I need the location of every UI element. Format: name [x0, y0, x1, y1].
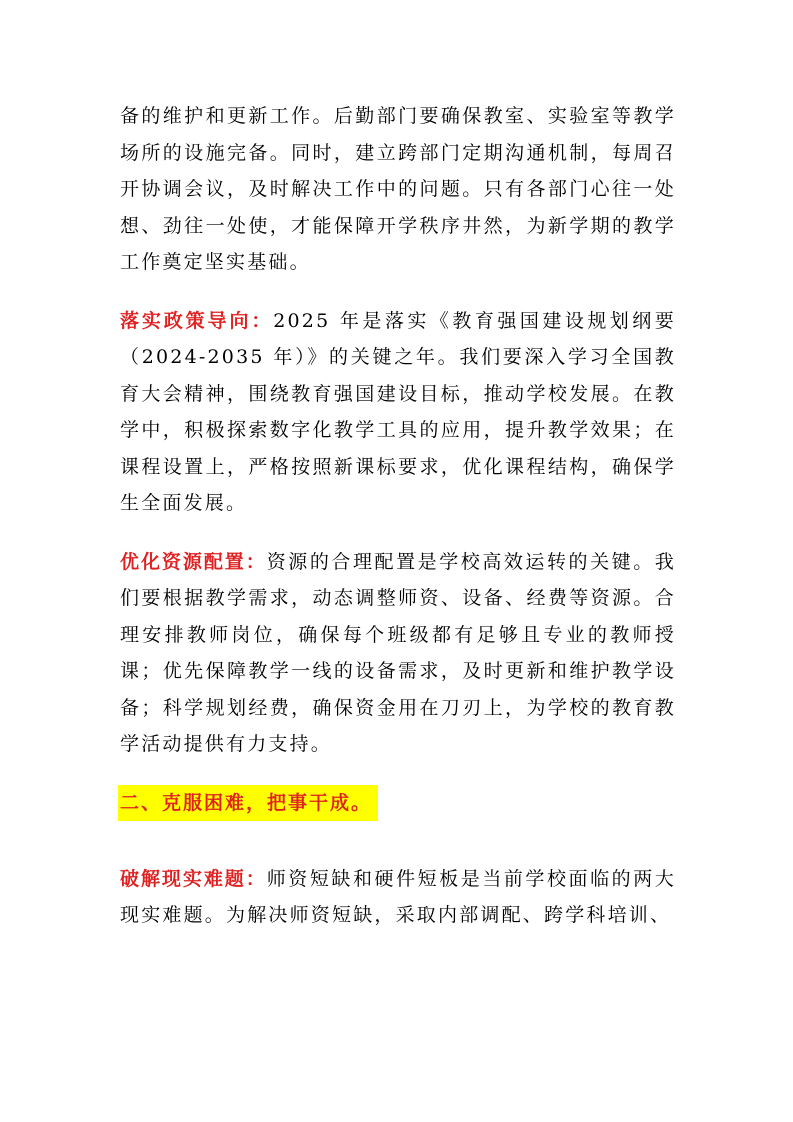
paragraph-lead: 优化资源配置：	[120, 550, 267, 573]
paragraph-lead: 破解现实难题：	[120, 867, 267, 890]
paragraph-lead: 落实政策导向：	[120, 309, 274, 332]
paragraph-continuation	[120, 98, 676, 281]
paragraph-text: 资源的合理配置是学校高效运转的关键。我们要根据教学需求，动态调整师资、设备、经费等资源。合理安排教师岗位，确保每个班级都有足够且专业的教师授课；优先保障教学一线的设备需求，及时更新和维护教学设备；科学规划经费，确保资金用在刀刃上，为学校的教育教学活动提供有力支持。	[120, 550, 676, 755]
section-heading: 二、克服困难，把事干成。	[118, 785, 378, 821]
document-page	[120, 98, 676, 956]
paragraph-text: 师资短缺和硬件短板是当前学校面临的两大现实难题。为解决师资短缺，采取内部调配、跨学科培训、	[120, 867, 676, 926]
paragraph-text: 备的维护和更新工作。后勤部门要确保教室、实验室等教学场所的设施完备。同时，建立跨部门定期沟通机制，每周召开协调会议，及时解决工作中的问题。只有各部门心往一处想、劲往一处使，才能保障开学秩序井然，为新学期的教学工作奠定坚实基础。	[120, 105, 676, 273]
paragraph-policy-guidance	[120, 303, 676, 522]
section-heading-wrapper	[120, 785, 676, 843]
paragraph-solve-problems	[120, 861, 676, 934]
paragraph-text: 2025 年是落实《教育强国建设规划纲要（2024-2035 年）》的关键之年。我们要深入学习全国教育大会精神，围绕教育强国建设目标，推动学校发展。在教学中，积极探索数字化教学工具的应用，提升教学效果；在课程设置上，严格按照新课标要求，优化课程结构，确保学生全面发展。	[120, 309, 676, 514]
paragraph-resource-allocation	[120, 544, 676, 763]
